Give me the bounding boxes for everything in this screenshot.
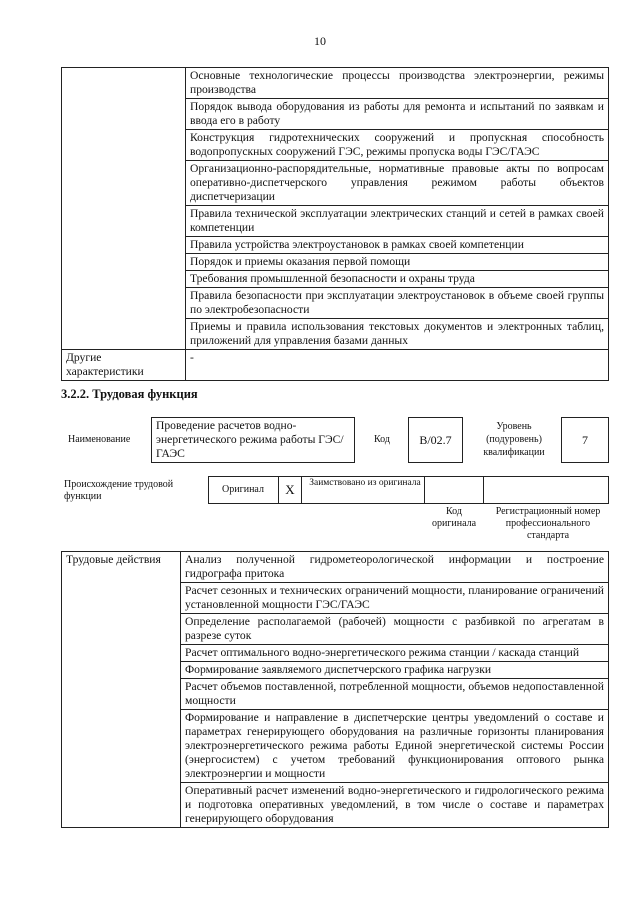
level-value: 7 [582, 433, 588, 447]
action-item: Расчет объемов поставленной, потребленной мощности, объемов недопоставленной мощности [181, 679, 609, 710]
knowledge-item: Конструкция гидротехнических сооружений и пропускная способность водопропускных сооружений ГЭС, режимы пропуска воды ГЭС/ГАЭС [186, 130, 609, 161]
other-characteristics-label: Другие характеристики [62, 350, 186, 381]
knowledge-table [61, 67, 609, 381]
empty-label-cell [62, 68, 186, 350]
origin-label: Происхождение трудовой функции [64, 479, 174, 502]
knowledge-item: Порядок и приемы оказания первой помощи [186, 254, 609, 271]
section-title: 3.2.2. Трудовая функция [61, 387, 198, 401]
level-box [561, 417, 609, 463]
action-item: Формирование заявляемого диспетчерского графика нагрузки [181, 662, 609, 679]
action-item: Формирование и направление в диспетчерские центры уведомлений о составе и параметрах генерирующего оборудования на различные горизонты планирования электроэнергетического режима работы Единой энергетической системы России (энергосистем) с учетом требований функционирования оптового рынка электроэнергии и мощности [181, 710, 609, 783]
knowledge-item: Правила устройства электроустановок в рамках своей компетенции [186, 237, 609, 254]
table-row [62, 350, 609, 381]
knowledge-item: Требования промышленной безопасности и охраны труда [186, 271, 609, 288]
knowledge-item: Организационно-распорядительные, нормативные правовые акты по вопросам оперативно-диспетчерского управления режимом работы объектов диспетчеризации [186, 161, 609, 206]
original-code-cell [424, 476, 484, 504]
action-item: Оперативный расчет изменений водно-энергетического и гидрологического режима и подготовка оперативных уведомлений, в том числе о составе и параметрах генерирующего оборудования [181, 783, 609, 828]
action-item: Расчет сезонных и технических ограничений мощности, планирование ограничений установленной мощности ГЭС/ГАЭС [181, 583, 609, 614]
knowledge-item: Основные технологические процессы производства электроэнергии, режимы производства [186, 68, 609, 99]
action-item: Анализ полученной гидрометеорологической информации и построение гидрографа притока [181, 552, 609, 583]
table-row [62, 68, 609, 99]
code-label: Код [374, 434, 390, 445]
page-number: 10 [314, 34, 326, 48]
original-mark-value: X [285, 482, 295, 497]
function-name-box [151, 417, 355, 463]
actions-label: Трудовые действия [62, 552, 181, 828]
original-label: Оригинал [222, 484, 264, 495]
level-label: Уровень (подуровень) квалификации [483, 421, 545, 458]
knowledge-item: Порядок вывода оборудования из работы для ремонта и испытаний по заявкам и ввода его в работу [186, 99, 609, 130]
knowledge-item: Правила безопасности при эксплуатации электроустановок в объеме своей группы по электробезопасности [186, 288, 609, 319]
function-name: Проведение расчетов водно-энергетического режима работы ГЭС/ГАЭС [156, 419, 344, 460]
action-item: Определение располагаемой (рабочей) мощности с разбивкой по агрегатам в разрезе суток [181, 614, 609, 645]
knowledge-item: Правила технической эксплуатации электрических станций и сетей в рамках своей компетенции [186, 206, 609, 237]
original-mark [278, 476, 302, 504]
action-item: Расчет оптимального водно-энергетического режима станции / каскада станций [181, 645, 609, 662]
borrowed-label: Заимствовано из оригинала [309, 478, 421, 488]
reg-caption: Регистрационный номер профессионального стандарта [495, 506, 601, 541]
code-box [408, 417, 463, 463]
code-caption: Код оригинала [431, 506, 477, 529]
knowledge-item: Приемы и правила использования текстовых документов и электронных таблиц, приложений для управления базами данных [186, 319, 609, 350]
name-label: Наименование [68, 434, 131, 445]
code-value: B/02.7 [419, 433, 452, 447]
other-characteristics-value: - [186, 350, 609, 381]
actions-table [61, 551, 609, 828]
table-row [62, 552, 609, 583]
